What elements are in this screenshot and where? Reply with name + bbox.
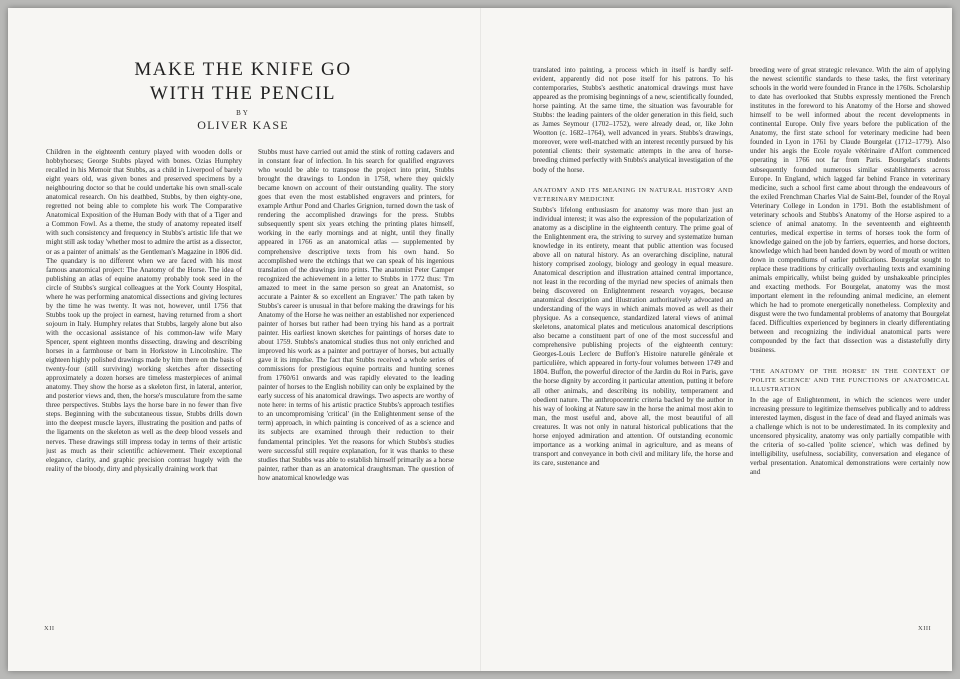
author-name: OLIVER KASE bbox=[197, 118, 289, 132]
paragraph: Stubbs's lifelong enthusiasm for anatomy was more than just an individual interest; it was also the expression of the popularization of anatomy as a discipline in the eighteenth century. The prime goal of the Enlightenment era, the striving to survey and systematize human knowledge in its entirety, meant that public attention was focused above all on natural history. As an overarching discipline, natural history comprised zoology, biology and geology in equal measure. Anatomical description and illustration attained central importance, not least in the recording of the myriad new species of animals then being discovered on Enlightenment research voyages, because anatomical description and illustration authoritatively advocated an understanding of the ways in which animals moved as well as their physique. As a consequence, standardized lateral views of animal skeletons, anatomical plates and meticulous anatomical descriptions also became a constituent part of one of the most successful and comprehensive publishing projects of the eighteenth century: Georges-Louis Leclerc de Buffon's Histoire naturelle générale et particulière, which appeared in forty-four volumes between 1749 and 1804. Buffon, the powerful director of the Jardin du Roi in Paris, gave the horse dignity by according it particular attention, putting it before all other animals, and describing its nobility, temperament and obedient nature. The anthropocentric criteria backed by the author in his way of looking at Nature saw in the horse the animal most akin to man, the most useful and, above all, the most beautiful of all creatures. It was not only in natural historical publications that the horse enjoyed admiration and attention. Of outstanding economic importance as a working animal in agriculture, and as means of transport and conveyance in both civil and military life, the horse and its care, sustenance and bbox=[533, 205, 733, 467]
paragraph: Stubbs must have carried out amid the stink of rotting cadavers and in constant fear of infection. In his search for qualified engravers who would be able to transpose the project into print, Stubbs brought the drawings to London in 1758, where they quickly became known on account of their outstanding quality. The story goes that even the most established engravers and printers, for example Arthur Pond and Charles Grignion, turned down the task of rendering the accomplished drawings for the press. Stubbs subsequently spent six years etching the printing plates himself, working in the early mornings and at night, until they finally appeared in 1766 as an anatomical atlas — supplemented by comprehensive descriptive texts from his own hand. So accomplished were the etchings that we can speak of his ingenious translation of the drawings into prints. The anatomist Peter Camper recognized the achievement in a letter to Stubbs in 1772 thus: 'I'm amazed to meet in the same person so great an Anatomist, so accurate a Painter & so excellent an Engraver.' The path taken by Stubbs's career is unusual in that before making the drawings for his Anatomy of the Horse he was neither an established nor experienced painter of horses but rather had been trying his hand as a portrait painter. His earliest known sketches for paintings of horses date to about 1759. Stubbs's anatomical studies thus not only enriched and improved his work as a painter and portrayer of horses, but actually gave it its impulse. The fact that Stubbs received a whole series of commissions for prestigious equine portraits and hunting scenes from 1760/61 onwards and was rapidly elevated to the leading painter of horses to the English nobility can only be explained by the early success of his anatomical drawings. Two aspects are worthy of note here: in terms of his artistic practice Stubbs's approach testifies to an uncompromising 'critical' (in the Enlightenment sense of the term) approach, in which painting is conceived of as a science and its subjects are examined through their reduction to their fundamental principles. Yet the reasons for which Stubbs's studies were successful still require explanation, for it was thanks to these studies that Stubbs was able to establish himself primarily as a horse painter, rather than as an anatomical draughtsman. The question of how anatomical knowledge was bbox=[258, 148, 454, 482]
essay-title-line-2: WITH THE PENCIL bbox=[149, 83, 337, 104]
byline-by: BY bbox=[236, 109, 250, 117]
text-column-2 bbox=[258, 148, 454, 578]
page-number-left: XII bbox=[44, 625, 55, 632]
text-column-1 bbox=[46, 148, 242, 578]
text-column-4 bbox=[750, 66, 950, 576]
essay-title-line-1: MAKE THE KNIFE GO bbox=[134, 59, 352, 80]
text-column-3 bbox=[533, 66, 733, 576]
section-heading: 'THE ANATOMY OF THE HORSE' IN THE CONTEXT OF 'POLITE SCIENCE' AND THE FUNCTIONS OF ANATOMICAL ILLUSTRATION bbox=[750, 367, 950, 393]
section-heading: ANATOMY AND ITS MEANING IN NATURAL HISTORY AND VETERINARY MEDICINE bbox=[533, 186, 733, 203]
paragraph: Children in the eighteenth century played with wooden dolls or hobbyhorses; George Stubbs played with bones. Ozias Humphry recalled in his Memoir that Stubbs, as a child in Liverpool of barely eight years old, was given bones and preserved specimens by a neighbouring doctor so that he could undertake his own small-scale anatomical research. On his deathbed, Stubbs, by then eighty-one, regretted not being able to complete his work The Comparative Anatomical Exposition of the Human Body with that of a Tiger and a Common Fowl. As a theme, the study of anatomy repeated itself with such consistency and frequency in Stubbs's artistic life that we might still ask today 'whether most to admire the artist as a dissector, or as a painter of animals' as the Gentleman's Magazine in 1806 did. The quandary is no different when we are faced with his most famous anatomical project: The Anatomy of the Horse. The idea of publishing an atlas of equine anatomy probably took seed in the circle of Stubbs's surgical colleagues at the York County Hospital, where he was performing anatomical dissections and giving lectures by the time he was twenty. It was not, however, until 1756 that Stubbs took up the project in earnest, having returned from a short sojourn in Italy. Humphry relates that Stubbs, largely alone but also with the occasional assistance of his common-law wife Mary Spencer, spent eighteen months dissecting, drawing and describing horses in a farmhouse or barn in Horkstow in Lincolnshire. The eighteen highly polished drawings made by him there on the basis of twenty-four (still surviving) working sketches after dissecting approximately a dozen horses are timeless masterpieces of animal anatomy. They show the horse as a skeleton first, in lateral, anterior, and posterior views and, then, the horse's musculature from the same three perspectives. Stubbs lays the horse bare in no fewer than five steps. Beginning with the subcutaneous tissue, Stubbs drills down into the deepest muscle layers, illustrating the position and paths of the ligaments on the skeleton as well as the deep blood vessels and nerves. These drawings still impress today in terms of their artistic just as much as their scientific achievement. Their exceptional elegance, clarity, and graphic precision contrast hugely with the reality of the bloody, dirty and physically draining work that bbox=[46, 148, 242, 473]
paragraph: In the age of Enlightenment, in which the sciences were under increasing pressure to legitimize themselves publically and to address interested laymen, disgust in the face of dead and flayed animals was a challenge which is not to be underestimated. In its complexity and uncensored physicality, anatomy was only partially compatible with the criteria of so-called 'polite science', which was defined by intelligibility, usefulness, sociability, conversation and elegance of verbal presentation. Anatomical demonstrations were certainly now and bbox=[750, 395, 950, 476]
page-number-right: XIII bbox=[918, 625, 932, 632]
paragraph: translated into painting, a process which in itself is hardly self-evident, apparently did not pose itself for his patrons. To his contemporaries, Stubbs's aesthetic anatomical drawings must have appeared as the promising beginnings of a new, scientifically founded, horse painting. At the same time, the situation was favourable for Stubbs: the leading painters of the older generation in this field, such as James Seymour (1702–1752), were already dead, or, like John Wootton (c. 1682–1764), well advanced in years. Stubbs's drawings, moreover, were well-matched with an interest recently pursued by his potential clients: their systematic attempts in the area of horse-breeding chimed perfectly with Stubbs's analytical investigation of the body of the horse. bbox=[533, 66, 733, 174]
book-spread bbox=[8, 8, 952, 671]
essay-title-block bbox=[128, 58, 358, 133]
book-gutter bbox=[480, 8, 481, 671]
paragraph: breeding were of great strategic relevance. With the aim of applying the newest scientific standards to these tasks, the first veterinary schools in the world were founded in France in the 1760s. Scholarship to date has overlooked that Stubbs expressly mentioned the French institutes in the foreword to his Anatomy of the Horse and showed himself to be well informed about the recent developments in continental Europe. Only five years before the publication of the Anatomy, the first state school for veterinary medicine had been founded in Lyon in 1761 by Claude Bourgelat (1712–1779). Also under his aegis the Ecole royale vétérinaire d'Alfort commenced operating in 1766 not far from Paris. Bourgelat's students subsequently founded numerous similar establishments across Europe. In England, which lagged far behind France in veterinary medicine, such a school first came about through the endeavours of the exiled Frenchman Charles Vial de Saint-Bel, founder of the Royal Veterinary College in London in 1791. Both the establishment of veterinary schools and Stubbs's Anatomy of the Horse aspired to a science of animal anatomy. In the seventeenth and eighteenth centuries, medical expertise in terms of horses took the form of knowledge gained on the job by farriers, equerries, and horse doctors, knowledge which had been handed down by word of mouth or written down in compendiums of earlier publications. Bourgelat sought to replace these traditions by critically overhauling texts and examining animals empirically, whilst being guided by unshakeable principles and exacting methods. For Bourgelat, anatomy was the most important element in the refounding animal medicine, an element which he had to promote energetically nonetheless. Complexity and disgust were the two fundamental problems of anatomy that Bourgelat faced. Difficulties experienced by beginners in clearly differentiating between and recognizing the individual anatomical parts were compounded by the fact that dissection was a distastefully dirty business. bbox=[750, 66, 950, 355]
